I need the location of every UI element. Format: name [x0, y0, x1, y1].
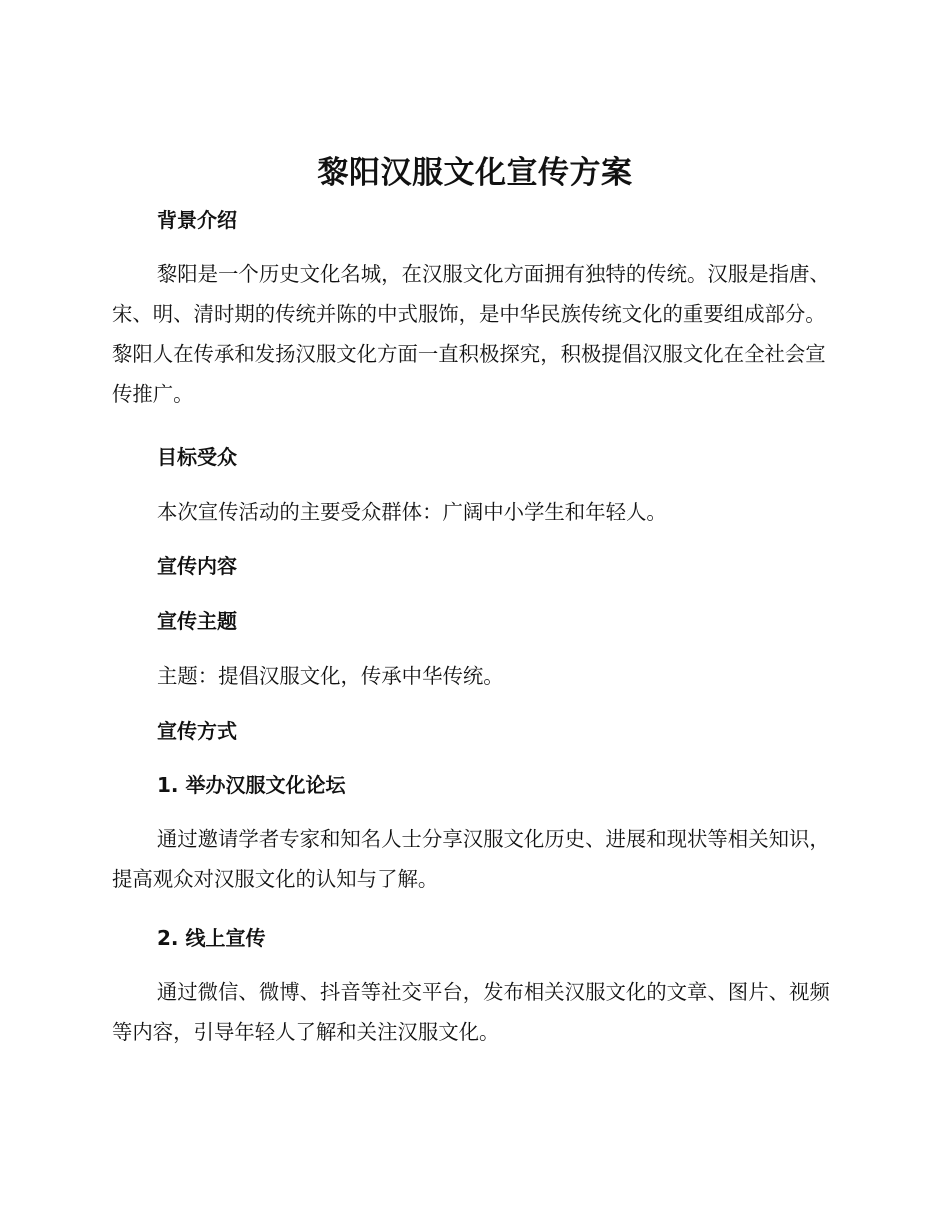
- paragraph-audience: 本次宣传活动的主要受众群体：广阔中小学生和年轻人。: [157, 500, 667, 524]
- document-title: 黎阳汉服文化宣传方案: [317, 155, 633, 191]
- paragraph-background: 黎阳是一个历史文化名城，在汉服文化方面拥有独特的传统。汉服是指唐、宋、明、清时期的传统并陈的中式服饰，是中华民族传统文化的重要组成部分。黎阳人在传承和发扬汉服文化方面一直积极探究，积极提倡汉服文化在全社会宣传推广。: [112, 262, 830, 406]
- section-heading-audience: 目标受众: [157, 445, 237, 469]
- section-heading-method: 宣传方式: [157, 719, 237, 743]
- section-heading-forum: 1. 举办汉服文化论坛: [157, 773, 346, 797]
- paragraph-forum: 通过邀请学者专家和知名人士分享汉服文化历史、进展和现状等相关知识，提高观众对汉服文化的认知与了解。: [112, 827, 830, 891]
- section-heading-background: 背景介绍: [157, 208, 237, 232]
- paragraph-theme: 主题：提倡汉服文化，传承中华传统。: [157, 664, 504, 688]
- section-heading-theme: 宣传主题: [157, 609, 237, 633]
- section-heading-content: 宣传内容: [157, 554, 237, 578]
- paragraph-online: 通过微信、微博、抖音等社交平台，发布相关汉服文化的文章、图片、视频等内容，引导年轻人了解和关注汉服文化。: [112, 980, 830, 1044]
- section-heading-online: 2. 线上宣传: [157, 926, 266, 950]
